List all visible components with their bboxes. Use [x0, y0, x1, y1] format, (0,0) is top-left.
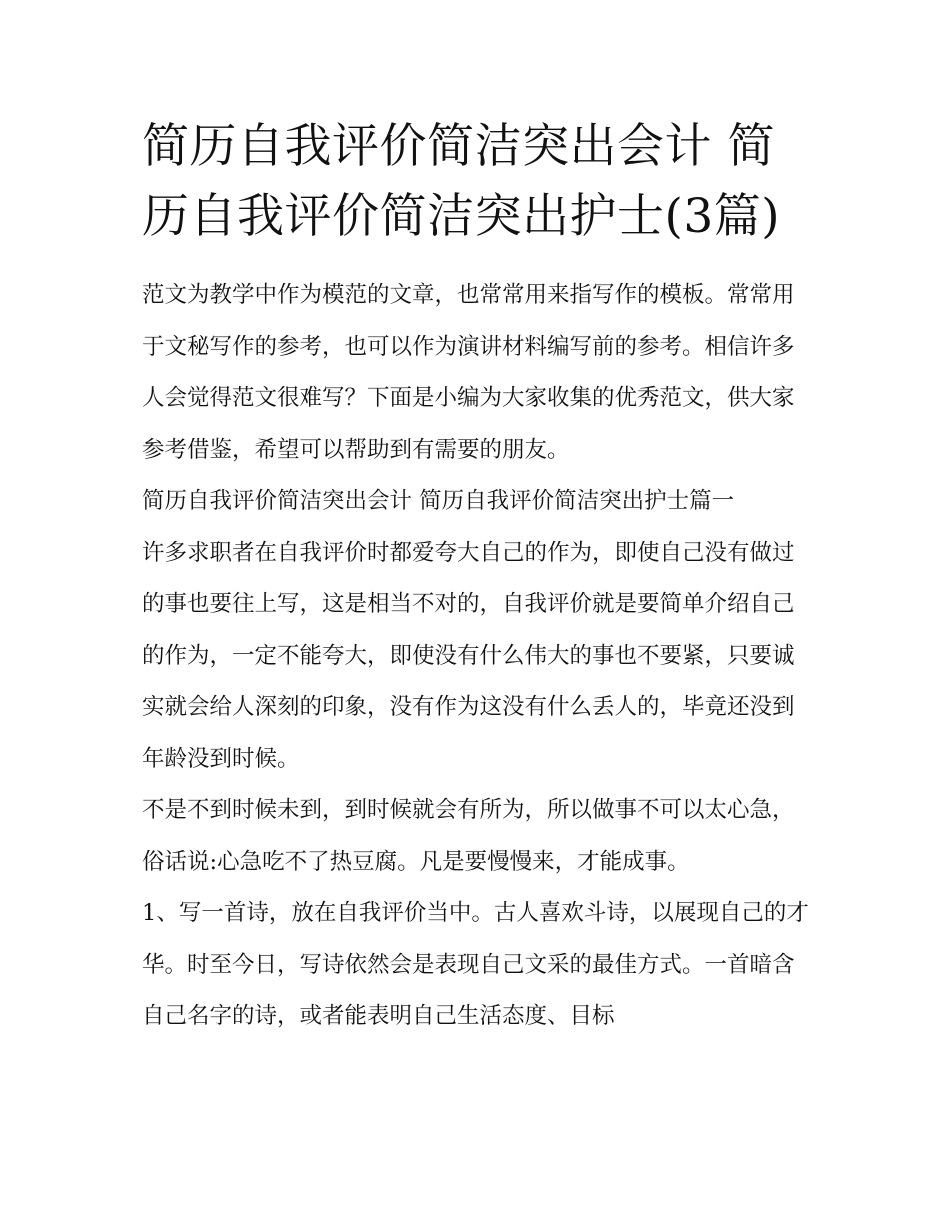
paragraph-body-1: 许多求职者在自我评价时都爱夸大自己的作为，即使自己没有做过的事也要往上写，这是相当不对的，自我评价就是要简单介绍自己的作为，一定不能夸大，即使没有什么伟大的事也不要紧，只要诚实就会给人深刻的印象，没有作为这没有什么丢人的，毕竟还没到年龄没到时候。: [142, 539, 795, 772]
paragraph-intro: 范文为教学中作为模范的文章，也常常用来指写作的模板。常常用于文秘写作的参考，也可以作为演讲材料编写前的参考。相信许多人会觉得范文很难写？下面是小编为大家收集的优秀范文，供大家参考借鉴，希望可以帮助到有需要的朋友。: [142, 282, 795, 463]
paragraph-section-heading: 简历自我评价简洁突出会计 简历自我评价简洁突出护士篇一: [142, 488, 735, 514]
document-content: [142, 112, 812, 1043]
paragraph-list-item-1: 1、写一首诗，放在自我评价当中。古人喜欢斗诗，以展现自己的才华。时至今日，写诗依然会是表现自己文采的最佳方式。一首暗含自己名字的诗，或者能表明自己生活态度、目标: [142, 900, 809, 1029]
paragraph-body-2: 不是不到时候未到，到时候就会有所为，所以做事不可以太心急，俗话说:心急吃不了热豆腐。凡是要慢慢来，才能成事。: [142, 797, 795, 875]
document-title: 简历自我评价简洁突出会计 简历自我评价简洁突出护士(3篇): [142, 119, 781, 244]
